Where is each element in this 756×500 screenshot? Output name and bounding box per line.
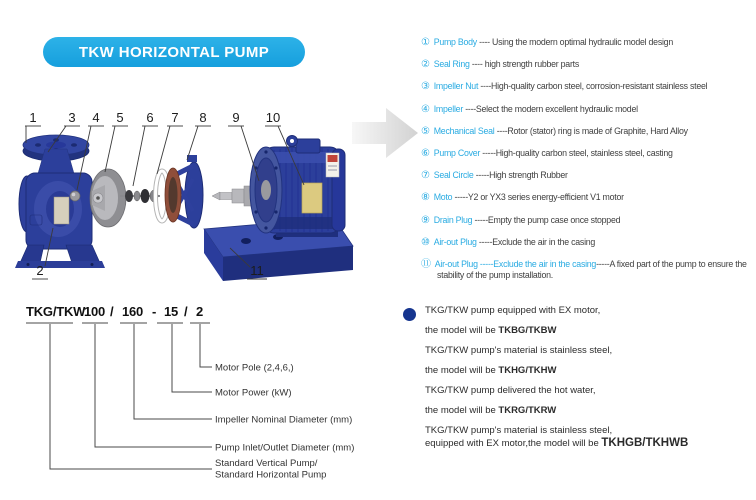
- part-description: ----High-quality carbon steel, corrosion-resistant stainless steel: [478, 81, 708, 92]
- part-name: Impeller Nut: [433, 81, 479, 92]
- part-number-badge: ⑤: [421, 125, 430, 137]
- right-arrow-icon: [352, 108, 418, 158]
- note-line: [425, 385, 753, 396]
- note-text: TKG/TKW pump's material is stainless steel,: [425, 345, 613, 356]
- motor: [250, 136, 345, 238]
- part-number-badge: ①: [421, 37, 430, 48]
- model-segment: /: [184, 304, 188, 319]
- part-name: Air-out Plug: [433, 236, 477, 247]
- note-line: [425, 405, 753, 416]
- part-name: Air-out Plug -----Exclude the air in the casing: [434, 258, 597, 269]
- part-name: Pump Cover: [433, 147, 481, 158]
- list-item: [421, 37, 756, 48]
- model-code-label: Pump Inlet/Outlet Diameter (mm): [215, 442, 355, 454]
- part-number-badge: ④: [421, 103, 430, 115]
- model-code-label: Standard Vertical Pump/: [215, 458, 318, 469]
- model-segment: 100: [84, 304, 106, 319]
- list-item: [421, 59, 756, 70]
- part-number-label: 3: [68, 110, 76, 125]
- list-item: [421, 126, 756, 137]
- impeller-nut: [70, 191, 80, 201]
- list-item: [421, 259, 756, 281]
- note-line: [425, 305, 753, 316]
- note-text: TKG/TKW pump's material is stainless steel,: [425, 425, 613, 436]
- model-code-label: Motor Power (kW): [215, 387, 292, 399]
- part-number-label: 9: [232, 110, 240, 125]
- part-number-badge: ③: [421, 81, 430, 93]
- note-line: [425, 325, 753, 336]
- part-number-badge: ⑩: [421, 236, 430, 248]
- notes-section: [403, 305, 753, 458]
- part-number-label: 11: [250, 263, 264, 278]
- note-lines: [425, 305, 753, 449]
- note-bullet-icon: [403, 308, 416, 321]
- note-text: TKG/TKW pump delivered the hot water,: [425, 385, 596, 396]
- part-description: -----Y2 or YX3 series energy-efficient V1 motor: [452, 192, 624, 203]
- model-code-label: Standard Horizontal Pump: [215, 469, 327, 481]
- impeller: [90, 169, 126, 227]
- model-code: [26, 304, 203, 319]
- pump-cover: [165, 155, 203, 228]
- part-name: Pump Body: [433, 37, 477, 47]
- model-code-label: Motor Pole (2,4,6,): [215, 362, 294, 374]
- part-name: Impeller: [433, 103, 464, 114]
- note-model-code: TKRG/TKRW: [498, 405, 557, 416]
- note-text: the model will be: [425, 325, 499, 336]
- list-item: [421, 148, 756, 159]
- note-line: [425, 365, 753, 376]
- part-description: ----Rotor (stator) ring is made of Graphite, Hard Alloy: [494, 125, 688, 136]
- pump-exploded-diagram: [8, 95, 428, 290]
- model-code-diagram: [18, 295, 378, 495]
- part-description: -----Exclude the air in the casing: [476, 236, 596, 247]
- part-number-badge: ⑪: [421, 258, 431, 270]
- part-number-badge: ⑥: [421, 147, 430, 159]
- part-number-label: 10: [265, 110, 281, 125]
- model-segment: /: [110, 304, 114, 319]
- part-number-label: 2: [36, 263, 44, 278]
- list-item: [421, 170, 756, 181]
- part-name: Moto: [433, 192, 453, 203]
- part-number-label: 4: [92, 110, 100, 125]
- part-description: ---- high strength rubber parts: [469, 59, 579, 70]
- part-description: -----High-quality carbon steel, stainless steel, casting: [480, 147, 673, 158]
- note-model-code: TKHG/TKHW: [498, 365, 557, 376]
- part-number-badge: ⑦: [421, 170, 430, 182]
- part-description: -----High strength Rubber: [473, 170, 568, 181]
- list-item: [421, 104, 756, 115]
- part-number-label: 5: [116, 110, 124, 125]
- part-number-label: 7: [171, 110, 179, 125]
- note-line: [425, 345, 753, 356]
- note-model-code: TKBG/TKBW: [498, 325, 557, 336]
- note-text: TKG/TKW pump equipped with EX motor,: [425, 305, 601, 316]
- parts-list: [421, 37, 756, 292]
- part-number-label: 8: [199, 110, 207, 125]
- note-line: [425, 425, 753, 436]
- part-number-label: 1: [29, 110, 37, 125]
- part-number-label: 6: [146, 110, 154, 125]
- note-model-code: TKHGB/TKHWB: [601, 437, 689, 449]
- part-number-badge: ⑧: [421, 192, 430, 204]
- list-item: [421, 215, 756, 226]
- note-text: equipped with EX motor,the model will be: [425, 438, 602, 449]
- part-name: Seal Circle: [433, 170, 474, 181]
- part-number-badge: ②: [421, 59, 430, 71]
- page-title: TKW HORIZONTAL PUMP: [78, 43, 270, 61]
- part-number-badge: ⑨: [421, 214, 430, 226]
- list-item: [421, 192, 756, 203]
- motor-nameplate: [302, 183, 322, 213]
- list-item: [421, 81, 756, 92]
- part-description: -----Empty the pump case once stopped: [472, 214, 621, 225]
- model-segment: TKG/TKW: [26, 304, 86, 319]
- model-segment: -: [152, 304, 157, 319]
- list-item: [421, 237, 756, 248]
- title-banner: [43, 37, 305, 67]
- note-text: the model will be: [425, 405, 499, 416]
- model-segment: 160: [122, 304, 144, 319]
- model-code-connectors: [26, 323, 212, 469]
- model-code-labels: [215, 363, 354, 481]
- part-name: Mechanical Seal: [433, 125, 495, 136]
- model-segment: 2: [196, 304, 204, 319]
- note-text: the model will be: [425, 365, 499, 376]
- part-description: -----A fixed part of the pump to ensure the stability of the pump installation.: [437, 258, 747, 280]
- note-line: [425, 438, 753, 449]
- model-segment: 15: [164, 304, 179, 319]
- part-name: Seal Ring: [433, 59, 470, 70]
- part-description: ---- Using the modern optimal hydraulic model design: [476, 37, 673, 47]
- part-description: ----Select the modern excellent hydraulic model: [463, 103, 638, 114]
- part-name: Drain Plug: [433, 214, 473, 225]
- model-code-label: Impeller Nominal Diameter (mm): [215, 414, 353, 426]
